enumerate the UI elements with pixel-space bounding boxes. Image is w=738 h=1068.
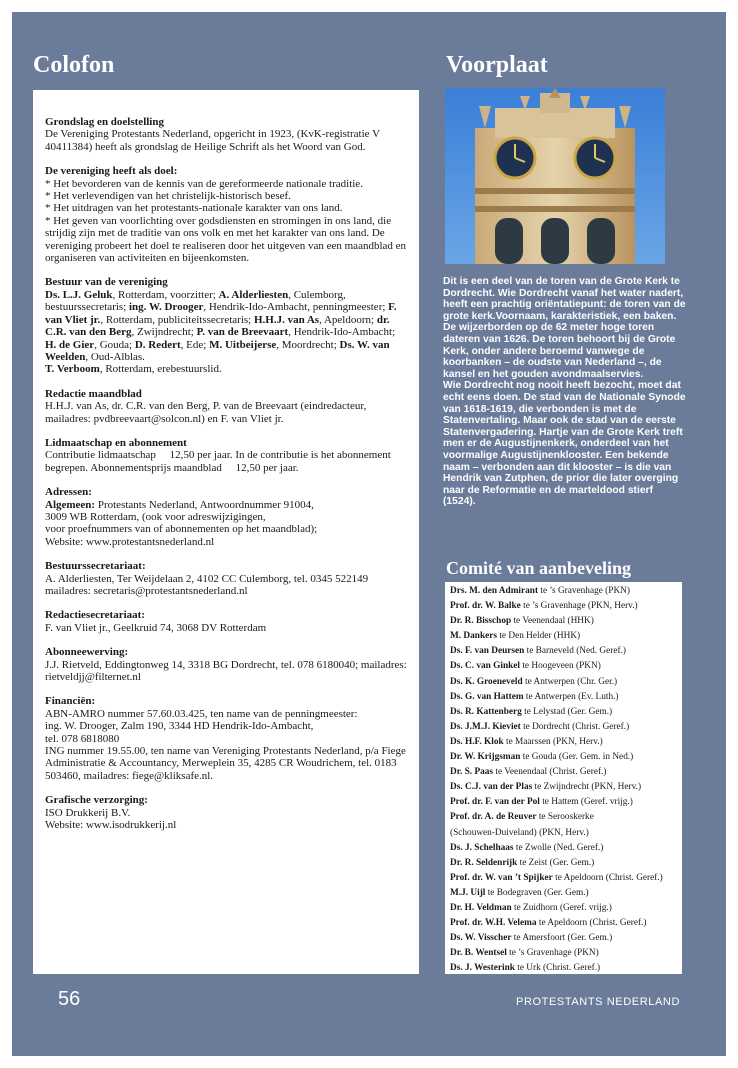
member-detail: , Culemborg, bestuurssecretaris; [45,288,346,314]
comite-member-detail: te Maarssen (PKN, Herv.) [503,736,603,747]
comite-row [450,705,677,720]
finance-line: tel. 078 6818080 [45,732,120,745]
comite-member-name: Ds. C.J. van der Plas [450,782,533,793]
section-heading: Grondslag en doelstelling [45,116,164,128]
comite-member-name: Dr. R. Bisschop [450,616,512,627]
section-heading: Financiën: [45,695,96,708]
comite-member-detail: te Veenendaal (Christ. Geref.) [493,767,607,778]
comite-member-name: Ds. K. Groeneveld [450,676,523,687]
section-heading: Bestuurssecretariaat: [45,560,146,573]
section-text: De Vereniging Protestants Nederland, opgericht in 1923, (KvK-registratie V 40411384) heeft als grondslag de Heilige Schrift als het Woord van God. [45,128,380,153]
comite-member-name: Ds. J. Westerink [450,963,515,974]
address-label: Algemeen: [45,498,96,511]
comite-member-name: Ds. C. van Ginkel [450,661,520,672]
member-name: A. Alderliesten [218,288,289,301]
member-detail: , Rotterdam, voorzitter; [112,288,219,301]
redactiesecretariaat-section [45,609,407,634]
comite-member-name: Ds. J.M.J. Kieviet [450,721,521,732]
comite-row [450,871,677,886]
financien-section [45,695,407,782]
comite-row [450,599,677,614]
comite-row [450,826,677,841]
comite-member-detail: te Apeldoorn (Christ. Geref.) [536,918,647,929]
comite-member-name: Drs. M. den Admirant [450,586,539,596]
comite-row [450,720,677,735]
section-heading: Redactie maandblad [45,387,142,400]
bestuur-erelid [45,363,407,375]
member-detail: , Hendrik-Ido-Ambacht; [288,326,396,339]
comite-member-name: Ds. W. Visscher [450,933,512,944]
comite-list [445,582,682,974]
comite-row [450,810,677,825]
comite-member-detail: te Bodegraven (Ger. Gem.) [485,887,589,898]
website-line: Website: www.protestantsnederland.nl [45,535,215,548]
comite-member-detail: te Zeist (Ger. Gem.) [517,857,595,868]
comite-member-name: Dr. H. Veldman [450,902,512,913]
doel-item: * Het geven van voorlichting over godsdiensten en stromingen in ons land, die strijdig zijn met de traditie van ons volk en met het karakter van ons land. De vereniging probeert het doel te realiseren door het uitgeven van een maandblad en organiseren van activiteiten en bijeenkomsten. [45,214,407,265]
section-text: F. van Vliet jr., Geelkruid 74, 3068 DV Rotterdam [45,621,267,634]
bestuurssecretariaat-section [45,560,407,597]
comite-member-name: Ds. G. van Hattem [450,691,524,702]
publication-name: PROTESTANTS NEDERLAND [516,996,680,1008]
comite-member-detail: te Amersfoort (Ger. Gem.) [511,933,613,944]
member-detail: , Rotterdam, erebestuurslid. [99,363,222,376]
section-heading: Grafische verzorging: [45,794,148,807]
comite-row [450,931,677,946]
comite-member-name: Dr. S. Paas [450,767,494,778]
comite-member-name: Ds. F. van Deursen [450,646,525,657]
comite-member-name: Dr. W. Krijgsman [450,752,521,763]
section-text: H.H.J. van As, dr. C.R. van den Berg, P. van de Breevaart (eindredacteur, mailadres: pvdbreevaart@solcon.nl) en F. van Vliet jr. [45,400,367,425]
member-name: ing. W. Drooger [129,301,204,314]
member-detail: , Rotterdam, publiciteitssecretaris; [100,313,254,326]
comite-member-detail: te Lelystad (Ger. Gem.) [521,706,613,717]
comite-member-name: Prof. dr. W. Balke [450,601,521,612]
doel-item: * Het verlevendigen van het christelijk-historisch besef. [45,190,291,203]
member-detail: , Ede; [180,338,210,351]
address-line [45,499,407,511]
comite-member-detail: te Antwerpen (Chr. Ger.) [522,676,618,687]
comite-member-name: Ds. J. Schelhaas [450,842,514,853]
section-heading: Bestuur van de vereniging [45,276,168,289]
comite-member-detail: te Gouda (Ger. Gem. in Ned.) [520,752,634,763]
comite-member-name: Dr. R. Seldenrijk [450,857,518,868]
adressen-section [45,486,407,548]
comite-member-name: Prof. dr. A. de Reuver [450,812,537,823]
colofon-title: Colofon [33,52,115,78]
colofon-panel [33,90,419,974]
comite-row [450,659,677,674]
doel-item: * Het uitdragen van het protestants-nationale karakter van ons land. [45,202,343,215]
member-name: H.H.J. van As [253,313,320,326]
comite-row [450,856,677,871]
member-detail: , Zwijndrecht; [131,326,197,339]
caption-paragraph: Wie Dordrecht nog nooit heeft bezocht, moet dat echt eens doen. De stad van de Nationale Synode van 1618-1619, die verbonden is met de Statenvertaling. Maar ook de stad van de eerste Statenvergadering. Hartje van de Grote Kerk treft men er de Augustijnenkerk, onderdeel van het voormalige Augustijnenklooster. Een bekende naam – verbonden aan dit klooster – is die van Hendrik van Zutphen, de prior die later overging naar de Reformatie en de marteldood stierf (1524). [443,380,686,508]
page-number: 56 [58,988,81,1010]
comite-row [450,765,677,780]
member-name: D. Redert [134,338,181,351]
section-text: Contributie lidmaatschap 12,50 per jaar. In de contributie is het abonnement begrepen. Abonnementsprijs maandblad 12,50 per jaar. [45,449,394,474]
grondslag-section [45,116,407,153]
comite-member-name: M. Dankers [450,631,497,642]
comite-row [450,735,677,750]
comite-member-name: Ds. R. Kattenberg [450,706,522,717]
member-detail: , Gouda; [94,338,135,351]
comite-row [450,946,677,961]
church-tower-photo [445,88,665,264]
comite-row [450,690,677,705]
doel-section [45,165,407,264]
section-heading: Abonneewerving: [45,646,129,659]
comite-member-detail: te Zwolle (Ned. Geref.) [513,842,604,853]
comite-member-detail: te Hoogeveen (PKN) [520,661,601,672]
comite-row [450,614,677,629]
website-line: Website: www.isodrukkerij.nl [45,819,177,832]
voorplaat-title: Voorplaat [446,52,548,78]
comite-member-name: Ds. H.F. Klok [450,736,504,747]
section-heading: De vereniging heeft als doel: [45,165,178,178]
section-heading: Redactiesecretariaat: [45,609,145,622]
comite-row [450,644,677,659]
address-line: voor proefnummers van of abonnementen op het maandblad); [45,523,318,536]
comite-row [450,916,677,931]
member-name: Ds. L.J. Geluk [45,288,113,301]
comite-row [450,750,677,765]
member-name: Ds. W. van Weelden [45,338,390,363]
caption-paragraph: Dit is een deel van de toren van de Grote Kerk te Dordrecht. Wie Dordrecht vanaf het water nadert, heeft een prachtig oriëntatiepunt: de toren van de grote kerk.Voornaam, karakteristiek, een baken. De wijzerborden op de 62 meter hoge toren dateren van 1626. De toren behoort bij de Grote Kerk, onder andere beroemd vanwege de koorbanken – de oudste van Nederland –, de kansel en het gouden avondmaalservies. [443,276,686,380]
finance-line: ing. W. Drooger, Zalm 190, 3344 HD Hendrik-Ido-Ambacht, [45,720,314,733]
comite-member-detail: te Antwerpen (Ev. Luth.) [523,691,619,702]
comite-row [450,780,677,795]
comite-member-detail: te Urk (Christ. Geref.) [514,963,601,974]
finance-line: ING nummer 19.55.00, ten name van Vereniging Protestants Nederland, p/a Fiege Administratie & Accountancy, Merweplein 35, 4285 CR Woudrichem, tel. 0183 503460, mailadres: fiege@kliksafe.nl. [45,745,406,782]
redactie-section [45,388,407,425]
section-heading: Lidmaatschap en abonnement [45,436,187,449]
comite-member-name: Prof. dr. W. van ’t Spijker [450,872,553,883]
comite-row [450,795,677,810]
comite-member-detail: te Zwijndrecht (PKN, Herv.) [532,782,642,793]
member-detail: , Hendrik-Ido-Ambacht, penningmeester; [203,301,389,314]
comite-member-detail: te Hattem (Geref. vrijg.) [539,797,633,808]
comite-member-detail: te ’s Gravenhage (PKN, Herv.) [520,601,638,612]
comite-member-detail: (Schouwen-Duiveland) (PKN, Herv.) [450,827,589,838]
comite-member-name: Dr. B. Wentsel [450,948,507,959]
abonneewerving-section [45,646,407,683]
comite-member-detail: te ’s Gravenhage (PKN) [538,586,630,596]
bestuur-section [45,276,407,375]
comite-member-detail: te Zuidhorn (Geref. vrijg.) [511,902,612,913]
comite-member-detail: te Apeldoorn (Christ. Geref.) [552,872,663,883]
comite-member-detail: te Den Helder (HHK) [497,631,581,642]
member-name: T. Verboom [45,363,100,376]
comite-member-detail: te Dordrecht (Christ. Geref.) [520,721,630,732]
doel-item: * Het bevorderen van de kennis van de gereformeerde nationale traditie. [45,177,363,190]
section-text: J.J. Rietveld, Eddingtonweg 14, 3318 BG Dordrecht, tel. 078 6180040; mailadres: rietveldjj@filternet.nl [45,658,407,684]
section-heading: Adressen: [45,486,92,499]
comite-member-detail: te Veenendaal (HHK) [511,616,594,627]
comite-member-detail: te ’s Gravenhage (PKN) [506,948,599,959]
comite-row [450,675,677,690]
comite-row [450,961,677,976]
member-name: dr. C.R. van den Berg [45,313,390,339]
address-text: Protestants Nederland, Antwoordnummer 91004, [95,498,314,511]
comite-member-name: M.J. Uijl [450,887,486,898]
comite-row [450,841,677,856]
address-line: 3009 WB Rotterdam, (ook voor adreswijzigingen, [45,510,266,523]
comite-row [450,901,677,916]
lidmaatschap-section [45,437,407,474]
comite-row [450,886,677,901]
comite-member-name: Prof. dr. F. van der Pol [450,797,540,808]
section-text: ISO Drukkerij B.V. [45,806,131,819]
bestuur-list [45,289,407,363]
member-name: H. de Gier [45,338,95,351]
member-name: P. van de Breevaart [196,326,289,339]
grafische-verzorging-section [45,794,407,831]
comite-row [450,584,677,599]
member-name: F. van Vliet jr. [45,301,397,326]
cover-caption [443,276,688,508]
comite-member-detail: te Serooskerke [536,812,594,823]
member-detail: , Moordrecht; [276,338,340,351]
finance-line: ABN-AMRO nummer 57.60.03.425, ten name van de penningmeester: [45,707,358,720]
comite-row [450,629,677,644]
comite-title: Comité van aanbeveling [446,558,632,578]
member-detail: , Apeldoorn; [319,313,377,326]
member-name: M. Uitbeijerse [209,338,277,351]
comite-member-detail: te Barneveld (Ned. Geref.) [524,646,627,657]
section-text: A. Alderliesten, Ter Weijdelaan 2, 4102 CC Culemborg, tel. 0345 522149 mailadres: secretaris@protestantsnederland.nl [45,572,369,597]
member-detail: , Oud-Alblas. [85,350,145,363]
comite-member-name: Prof. dr. W.H. Velema [450,918,537,929]
